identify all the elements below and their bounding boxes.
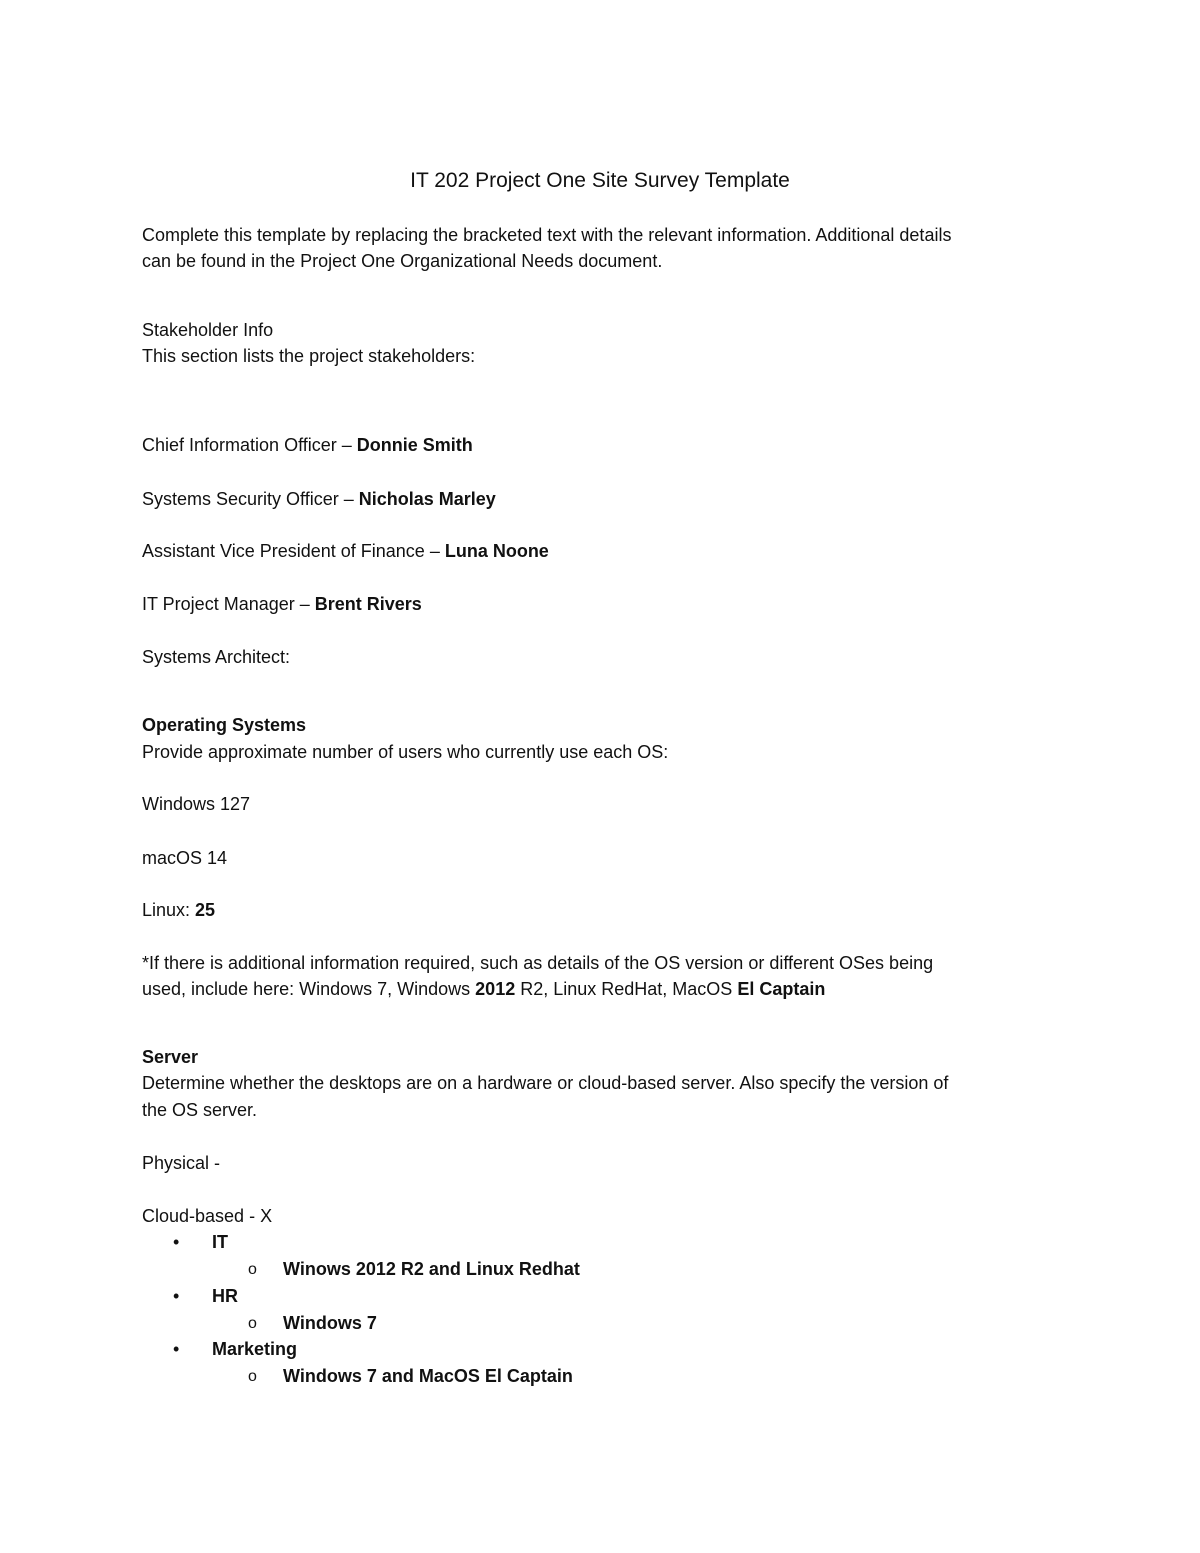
stakeholder-role: Chief Information Officer – xyxy=(142,435,357,455)
os-heading: Operating Systems xyxy=(142,715,307,735)
sub-bullet-icon: o xyxy=(248,1368,257,1385)
server-description-line-1: Determine whether the desktops are on a hardware or cloud-based server. Also specify the version of xyxy=(142,1073,949,1093)
department-name: IT xyxy=(212,1232,228,1252)
stakeholder-heading: Stakeholder Info xyxy=(142,320,274,340)
stakeholder-item xyxy=(142,486,496,512)
department-os: Winows 2012 R2 and Linux Redhat xyxy=(283,1259,580,1279)
stakeholder-name: Brent Rivers xyxy=(314,594,422,614)
server-description-line-2: the OS server. xyxy=(142,1100,258,1120)
stakeholder-description: This section lists the project stakeholders: xyxy=(142,346,476,366)
os-description: Provide approximate number of users who currently use each OS: xyxy=(142,742,669,762)
server-physical: Physical - xyxy=(142,1153,221,1173)
department-os: Windows 7 and MacOS El Captain xyxy=(283,1366,573,1386)
sub-bullet-icon: o xyxy=(248,1261,257,1278)
os-note-bold-version: El Captain xyxy=(737,979,826,999)
os-windows-count: Windows 127 xyxy=(142,794,251,814)
stakeholder-role: Systems Architect: xyxy=(142,647,291,667)
stakeholder-name: Donnie Smith xyxy=(356,435,473,455)
bullet-icon: • xyxy=(173,1232,180,1252)
server-cloud: Cloud-based - X xyxy=(142,1206,273,1226)
server-heading: Server xyxy=(142,1047,199,1067)
os-linux-count xyxy=(142,897,215,923)
stakeholder-name: Nicholas Marley xyxy=(358,489,496,509)
os-note-prefix: used, include here: Windows 7, Windows xyxy=(142,979,476,999)
stakeholder-item xyxy=(142,591,422,617)
department-name: Marketing xyxy=(212,1339,298,1359)
bullet-icon: • xyxy=(173,1286,180,1306)
document-title: IT 202 Project One Site Survey Template xyxy=(410,169,790,192)
os-note-line-2 xyxy=(142,976,825,1002)
os-macos-count: macOS 14 xyxy=(142,848,228,868)
os-note-line-1: *If there is additional information required, such as details of the OS version or different OSes being xyxy=(142,953,934,973)
os-linux-label: Linux: xyxy=(142,900,196,920)
os-note-bold-year: 2012 xyxy=(475,979,516,999)
stakeholder-role: IT Project Manager – xyxy=(142,594,315,614)
intro-line-1: Complete this template by replacing the bracketed text with the relevant information. Additional details xyxy=(142,225,952,245)
stakeholder-item xyxy=(142,538,549,564)
bullet-icon: • xyxy=(173,1339,180,1359)
stakeholder-item xyxy=(142,644,290,670)
sub-bullet-icon: o xyxy=(248,1315,257,1332)
intro-line-2: can be found in the Project One Organizational Needs document. xyxy=(142,251,663,271)
stakeholder-name: Luna Noone xyxy=(444,541,549,561)
os-note-mid: R2, Linux RedHat, MacOS xyxy=(515,979,738,999)
stakeholder-item xyxy=(142,432,473,458)
department-os: Windows 7 xyxy=(283,1313,377,1333)
department-name: HR xyxy=(212,1286,238,1306)
stakeholder-role: Assistant Vice President of Finance – xyxy=(142,541,445,561)
stakeholder-role: Systems Security Officer – xyxy=(142,489,359,509)
os-linux-value: 25 xyxy=(195,900,216,920)
